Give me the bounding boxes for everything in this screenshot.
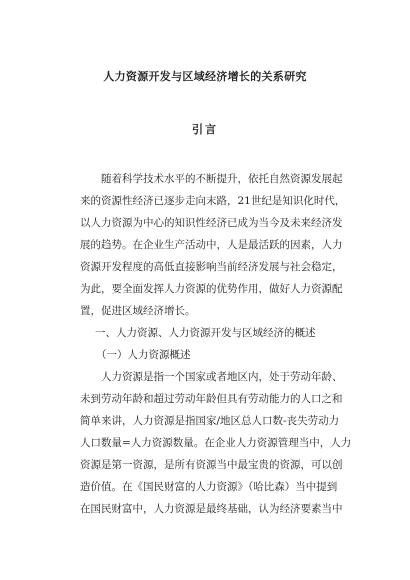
intro-line: 随着科学技术水平的不断提升，依托自然资源发展起 (101, 173, 343, 185)
body-line: 人力资源是指一个国家或者地区内，处于劳动年龄、 (101, 371, 343, 383)
body-line: 未到劳动年龄和超过劳动年龄但具有劳动能力的人口之和 (80, 393, 343, 405)
document-title: 人力资源开发与区域经济增长的关系研究 (103, 70, 307, 83)
body-line: 资源是第一资源，是所有资源当中最宝贵的资源，可以创 (80, 459, 343, 471)
body-line: 造价值。在《国民财富的人力资源》（哈比森）当中提到 (80, 481, 338, 493)
intro-line: 展的趋势。在企业生产活动中，人是最活跃的因素，人力 (80, 239, 343, 251)
body-line: 人口数量=人力资源数量。在企业人力资源管理当中，人力 (80, 437, 352, 449)
intro-line: 以人力资源为中心的知识性经济已成为当今及未来经济发 (80, 217, 343, 229)
intro-line: 资源开发程度的高低直接影响当前经济发展与社会稳定， (80, 261, 343, 273)
subheading-hr-overview: （一）人力资源概述 (96, 349, 191, 361)
body-line: 在国民财富中，人力资源是最终基础，认为经济要素当中 (80, 503, 343, 515)
intro-line: 来的资源性经济已逐步走向末路，21世纪是知识化时代， (80, 195, 346, 207)
intro-line: 置，促进区域经济增长。 (80, 305, 196, 317)
heading-overview: 一、人力资源、人力资源开发与区域经济的概述 (95, 327, 316, 339)
section-heading-intro: 引言 (192, 123, 218, 136)
intro-line: 为此，要全面发挥人力资源的优势作用，做好人力资源配 (80, 283, 343, 295)
body-line: 简单来讲，人力资源是指国家/地区总人口数-丧失劳动力 (80, 415, 340, 427)
